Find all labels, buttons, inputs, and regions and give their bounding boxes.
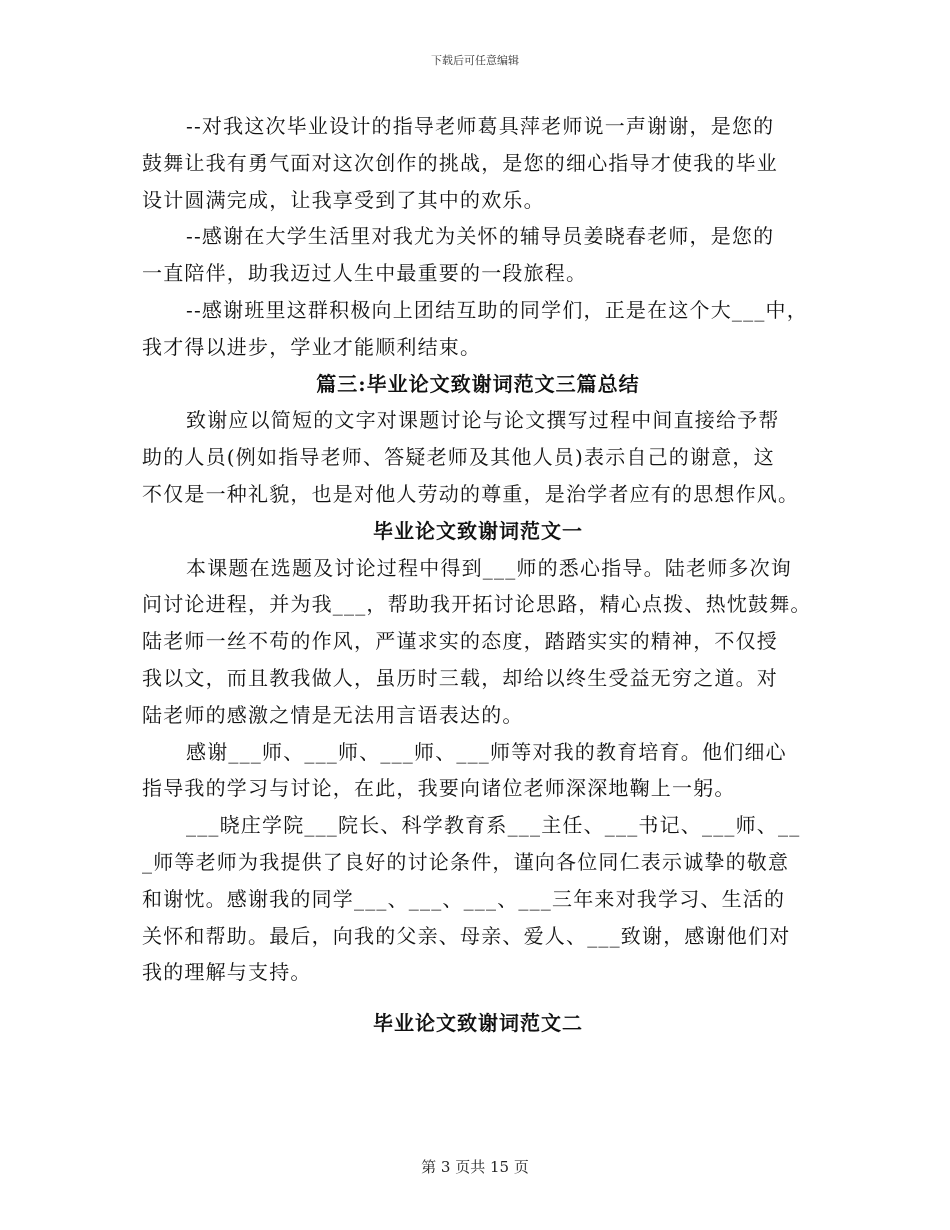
paragraph-line: 指导我的学习与讨论，在此，我要向诸位老师深深地鞠上一躬。 bbox=[142, 776, 736, 801]
paragraph-line: 不仅是一种礼貌，也是对他人劳动的尊重，是治学者应有的思想作风。 bbox=[142, 481, 800, 506]
section-heading: 毕业论文致谢词范文一 bbox=[373, 518, 583, 543]
paragraph-line: 助的人员(例如指导老师、答疑老师及其他人员)表示自己的谢意，这 bbox=[142, 445, 775, 470]
section-heading: 篇三:毕业论文致谢词范文三篇总结 bbox=[316, 371, 640, 396]
paragraph-line: 鼓舞让我有勇气面对这次创作的挑战，是您的细心指导才使我的毕业 bbox=[142, 150, 778, 175]
paragraph-line: --对我这次毕业设计的指导老师葛具萍老师说一声谢谢，是您的 bbox=[186, 114, 775, 138]
paragraph-line: 陆老师一丝不苟的作风，严谨求实的态度，踏踏实实的精神，不仅授 bbox=[142, 629, 778, 654]
page-header: 下载后可任意编辑 bbox=[431, 54, 519, 67]
paragraph-line: --感谢班里这群积极向上团结互助的同学们，正是在这个大___中， bbox=[186, 297, 808, 322]
paragraph-line: 关怀和帮助。最后，向我的父亲、母亲、爱人、___致谢，感谢他们对 bbox=[142, 923, 791, 948]
paragraph-line: --感谢在大学生活里对我尤为关怀的辅导员姜晓春老师，是您的 bbox=[186, 224, 775, 249]
paragraph-line: ___晓庄学院___院长、科学教育系___主任、___书记、___师、__ bbox=[186, 813, 801, 838]
paragraph-line: 和谢忱。感谢我的同学___、___、___、___三年来对我学习、生活的 bbox=[142, 886, 786, 911]
spacer bbox=[142, 991, 814, 1005]
paragraph-line: 我以文，而且教我做人，虽历时三载，却给以终生受益无穷之道。对 bbox=[142, 665, 778, 690]
paragraph-line: 设计圆满完成，让我享受到了其中的欢乐。 bbox=[142, 187, 545, 212]
paragraph-line: 感谢___师、___师、___师、___师等对我的教育培育。他们细心 bbox=[186, 739, 787, 764]
page-footer: 第 3 页共 15 页 bbox=[421, 1158, 529, 1176]
document-body bbox=[142, 108, 814, 1042]
paragraph-line: 问讨论进程，并为我___，帮助我开拓讨论思路，精心点拨、热忱鼓舞。 bbox=[142, 592, 812, 617]
paragraph-line: _师等老师为我提供了良好的讨论条件，谨向各位同仁表示诚挚的敬意 bbox=[142, 849, 790, 874]
paragraph-line: 我的理解与支持。 bbox=[142, 960, 312, 985]
section-heading: 毕业论文致谢词范文二 bbox=[373, 1011, 583, 1036]
paragraph-line: 我才得以进步，学业才能顺利结束。 bbox=[142, 334, 482, 359]
paragraph-line: 致谢应以简短的文字对课题讨论与论文撰写过程中间直接给予帮 bbox=[186, 408, 780, 433]
paragraph-line: 陆老师的感激之情是无法用言语表达的。 bbox=[142, 702, 524, 727]
paragraph-line: 本课题在选题及讨论过程中得到___师的悉心指导。陆老师多次询 bbox=[186, 555, 792, 580]
paragraph-line: 一直陪伴，助我迈过人生中最重要的一段旅程。 bbox=[142, 261, 588, 286]
